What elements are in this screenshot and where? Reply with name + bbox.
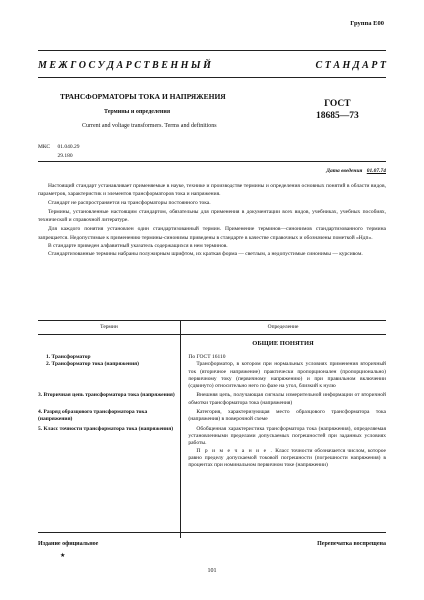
- mks-code-1: 01.040.29: [57, 144, 80, 150]
- banner-word-standard: С Т А Н Д А Р Т: [315, 60, 386, 71]
- reprint-prohibited: Перепечатка воспрещена: [317, 541, 386, 547]
- effective-date-value: 01.07.74: [366, 168, 386, 174]
- note-text: Класс точности обозначается числом, которое равно пределу допускаемой токовой погрешности (погрешности напряжения) в процентах при номинальном первичном токе (напряжении): [188, 447, 387, 469]
- group-code: Группа Е00: [350, 20, 384, 27]
- term: 1. Трансформатор: [46, 354, 91, 360]
- term: 3. Вторичная цепь трансформатора тока (напряжения): [38, 392, 175, 399]
- intro-paragraph: Термины, установленные настоящим стандартом, обязательны для применения в документации всех видов, учебниках, учебных пособиях, технической и справочной литературе.: [38, 209, 386, 224]
- intro-paragraph: Стандартизованные термины набраны полужирным шрифтом, их краткая форма — светлым, а недопустимые синонимы — курсивом.: [48, 250, 363, 257]
- definition-cell: [180, 354, 386, 390]
- column-divider: [180, 321, 181, 538]
- document-title: ТРАНСФОРМАТОРЫ ТОКА И НАПРЯЖЕНИЯ: [60, 92, 226, 101]
- section-heading: ОБЩИЕ ПОНЯТИЯ: [252, 340, 314, 347]
- table-row: [38, 426, 386, 470]
- definition-note: [188, 448, 386, 470]
- column-header-term: Термин: [100, 324, 118, 330]
- gost-label: ГОСТ: [324, 99, 351, 109]
- star-mark: ★: [60, 553, 66, 559]
- definition: По ГОСТ 16110: [188, 354, 226, 360]
- table-row: [38, 354, 386, 390]
- mks-rule: [38, 161, 386, 162]
- intro-paragraph: Для каждого понятия установлен один стандартизованный термин. Применение терминов—синонимов стандартизованного термина запрещается. Недопустимые к применению термины-синонимы приведены в стандарте в качестве справочных и обозначены пометкой «Ндп».: [38, 226, 386, 241]
- official-edition: Издание официальное: [38, 541, 99, 547]
- definition-cell: [180, 409, 386, 424]
- english-title: Current and voltage transformers. Terms and definitions: [82, 123, 217, 129]
- banner-rule: [38, 77, 386, 78]
- term: 5. Класс точности трансформатора тока (напряжения): [38, 425, 174, 432]
- term-cell: [38, 409, 180, 424]
- table-row: [38, 392, 386, 407]
- terms-table: [38, 320, 386, 469]
- mks-label: МКС: [38, 144, 51, 150]
- term-cell: [38, 392, 180, 407]
- banner-word-interstate: М Е Ж Г О С У Д А Р С Т В Е Н Н Ы Й: [38, 60, 211, 71]
- standard-banner: [38, 60, 386, 71]
- definition: Обобщенная характеристика трансформатора тока (напряжения), определяемая установленными пределами допускаемых погрешностей при заданных условиях работы.: [188, 425, 386, 447]
- intro-paragraph: Настоящий стандарт устанавливает применяемые в науке, технике и производстве термины и определения основных понятий в области видов, параметров, характеристик и элементов трансформаторов тока и напряжения.: [38, 183, 386, 198]
- definition: Внешняя цепь, получающая сигналы измерительной информации от вторичной обмотки трансформатора тока (напряжения): [188, 392, 386, 406]
- column-header-definition: Определение: [267, 324, 299, 330]
- effective-date: [326, 168, 386, 174]
- definition: Категория, характеризующая место образцового трансформатора тока (напряжения) в поверочной схеме: [188, 409, 386, 423]
- footer-rule: [38, 532, 386, 533]
- mks-codes: [38, 143, 79, 161]
- definition: Трансформатор, в котором при нормальных условиях применения вторичный ток (вторичное напряжение) практически пропорционален (пропорционально) первичному току (первичному напряжению) и при правильном включении (сдвинуто) относительно него по фазе на угол, близкий к нулю: [188, 361, 386, 390]
- table-row: [38, 409, 386, 424]
- term-cell: [38, 426, 180, 470]
- intro-paragraph: В стандарте приведен алфавитный указатель содержащихся в нем терминов.: [48, 242, 228, 249]
- gost-number: 18685—73: [316, 111, 359, 121]
- mks-code-2: 29.180: [57, 153, 73, 159]
- term: 2. Трансформатор тока (напряжения): [46, 361, 139, 368]
- definition-cell: [180, 426, 386, 470]
- term: 4. Разряд образцового трансформатора тока (напряжения): [38, 409, 148, 423]
- effective-date-label: Дата введения: [326, 168, 363, 174]
- top-rule: [38, 50, 386, 51]
- gost-designation: [316, 98, 359, 122]
- term-cell: [38, 354, 180, 390]
- page-number: 101: [207, 568, 217, 574]
- intro-paragraph: Стандарт не распространяется на трансформаторы постоянного тока.: [48, 200, 211, 207]
- note-label: П р и м е ч а н и е .: [196, 447, 274, 454]
- intro-text: [38, 182, 386, 258]
- definition-cell: [180, 392, 386, 407]
- document-subtitle: Термины и определения: [104, 109, 171, 115]
- table-header: [38, 320, 386, 335]
